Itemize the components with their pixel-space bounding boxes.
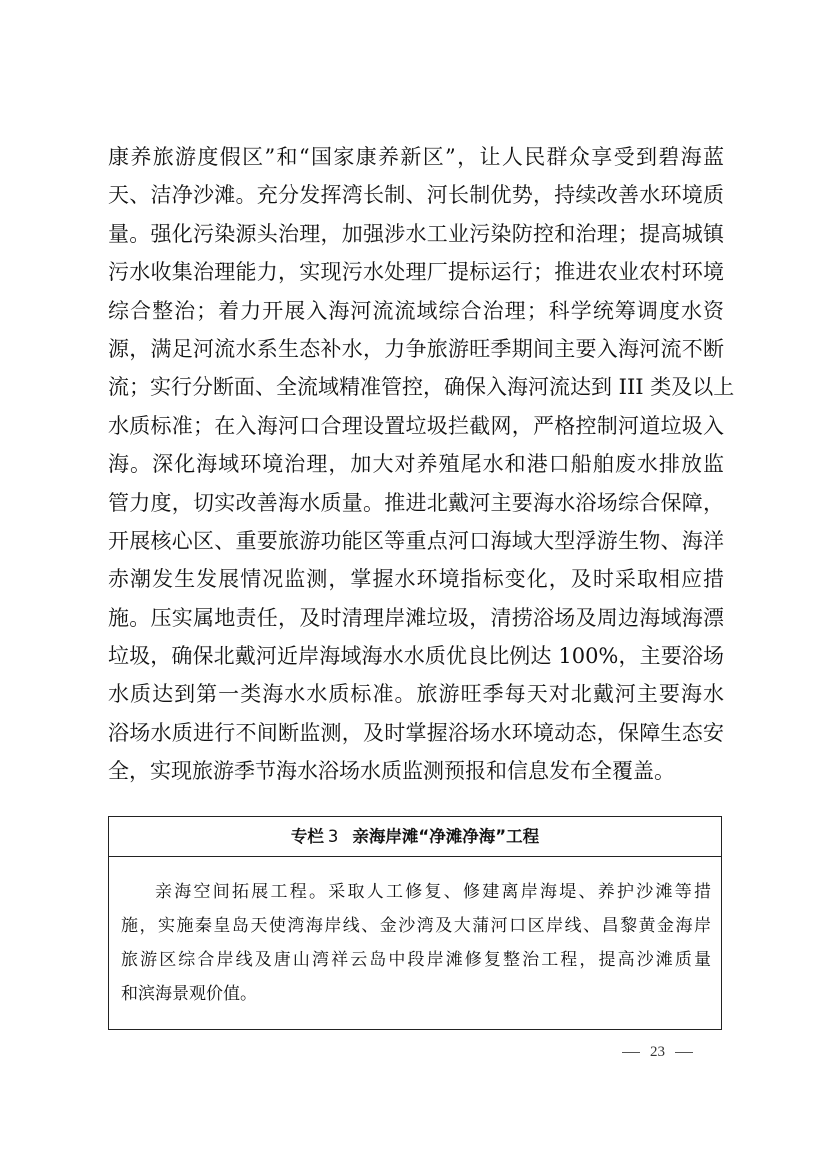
body-line: 施。压实属地责任，及时清理岸滩垃圾，清捞浴场及周边海域海漂: [108, 605, 724, 630]
body-line: 全，实现旅游季节海水浴场水质监测预报和信息发布全覆盖。: [108, 759, 675, 784]
body-line: 水质达到第一类海水水质标准。旅游旺季每天对北戴河主要海水: [108, 682, 724, 707]
box-body: [109, 857, 721, 1011]
body-line: 垃圾，确保北戴河近岸海域海水水质优良比例达 100%，主要浴场: [108, 644, 724, 669]
body-line: 综合整治；着力开展入海河流流域综合治理；科学统筹调度水资: [108, 298, 724, 323]
body-line: 天、洁净沙滩。充分发挥湾长制、河长制优势，持续改善水环境质: [108, 183, 724, 208]
body-line: 污水收集治理能力，实现污水处理厂提标运行；推进农业农村环境: [108, 260, 724, 285]
box-title: 亲海岸滩“净滩净海”工程: [352, 827, 540, 846]
box-header: [109, 817, 721, 857]
body-line: 浴场水质进行不间断监测，及时掌握浴场水环境动态，保障生态安: [108, 720, 724, 745]
body-line: 开展核心区、重要旅游功能区等重点河口海域大型浮游生物、海洋: [108, 528, 724, 553]
box-line: 旅游区综合岸线及唐山湾祥云岛中段岸滩修复整治工程，提高沙滩质量: [121, 950, 711, 970]
page-footer: [622, 1044, 693, 1061]
footer-dash-right: [675, 1052, 693, 1053]
body-line: 康养旅游度假区”和“国家康养新区”，让人民群众享受到碧海蓝: [108, 145, 724, 169]
box-line: 和滨海景观价值。: [121, 984, 257, 1004]
sidebar-box: [108, 816, 722, 1030]
body-line: 管力度，切实改善海水质量。推进北戴河主要海水浴场综合保障，: [108, 490, 724, 515]
body-line: 海。深化海域环境治理，加大对养殖尾水和港口船舶废水排放监: [108, 452, 724, 477]
footer-dash-left: [622, 1052, 640, 1053]
body-text: [108, 138, 735, 791]
body-line: 源，满足河流水系生态补水，力争旅游旺季期间主要入海河流不断: [108, 336, 724, 361]
box-label: 专栏: [290, 827, 324, 846]
page-number: 23: [650, 1044, 665, 1060]
box-line: 施，实施秦皇岛天使湾海岸线、金沙湾及大蒲河口区岸线、昌黎黄金海岸: [121, 916, 711, 936]
body-line: 流；实行分断面、全流域精准管控，确保入海河流达到 III 类及以上: [108, 375, 735, 400]
box-line: 亲海空间拓展工程。采取人工修复、修建离岸海堤、养护沙滩等措: [155, 882, 711, 902]
body-line: 赤潮发生发展情况监测，掌握水环境指标变化，及时采取相应措: [108, 567, 724, 592]
body-line: 量。强化污染源头治理，加强涉水工业污染防控和治理；提高城镇: [108, 221, 724, 246]
body-line: 水质标准；在入海河口合理设置垃圾拦截网，严格控制河道垃圾入: [108, 413, 724, 438]
box-number: 3: [327, 827, 339, 846]
